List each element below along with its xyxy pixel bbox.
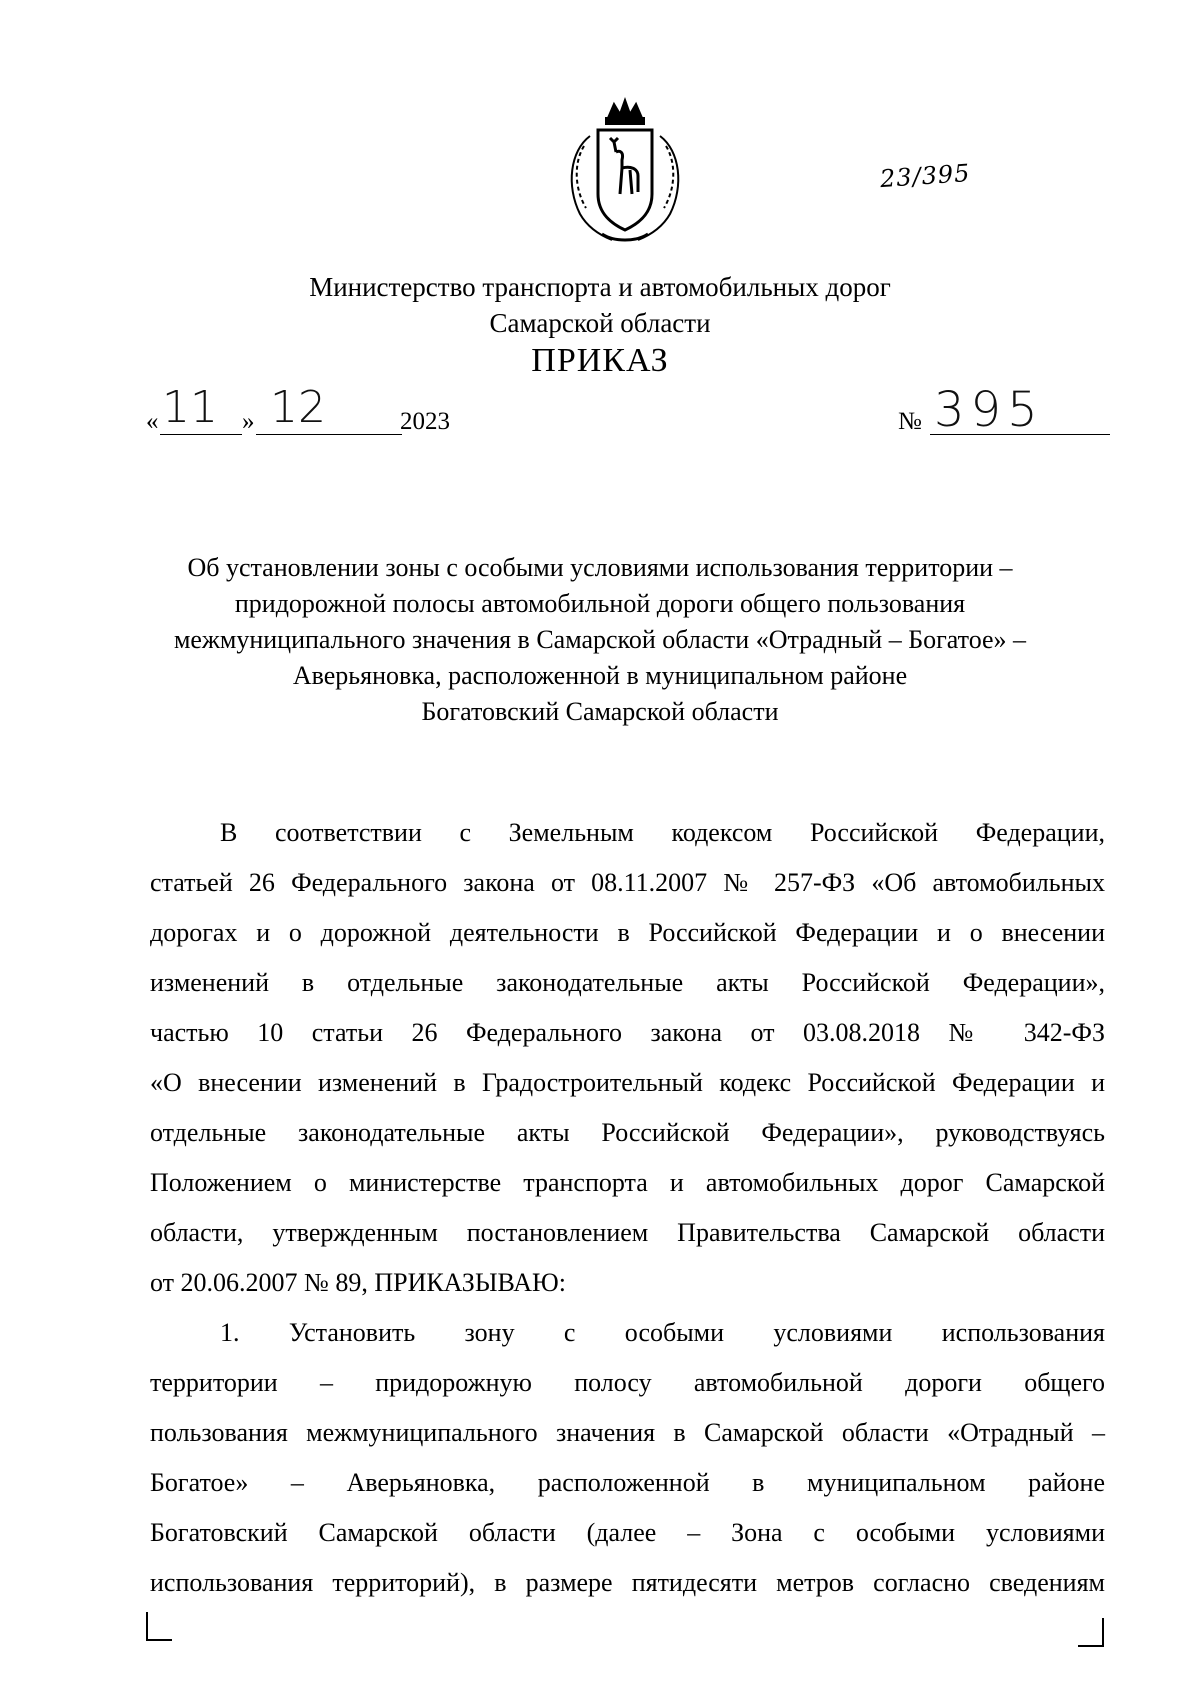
ministry-name-line2: Самарской области (489, 308, 711, 338)
title-line: придорожной полосы автомобильной дороги общего пользования (234, 589, 966, 618)
body-line: дорогах и о дорожной деятельности в Российской Федерации и о внесении (150, 918, 1105, 947)
body-line: области, утвержденным постановлением Правительства Самарской области (150, 1218, 1105, 1247)
order-subject-title (130, 550, 1070, 730)
body-line: изменений в отдельные законодательные акты Российской Федерации», (150, 968, 1105, 997)
date-close-quote: » (242, 408, 255, 435)
page-corner-mark-right (1078, 1618, 1104, 1647)
title-line: межмуниципального значения в Самарской области «Отрадный – Богатое» – (173, 625, 1027, 654)
date-number-line (146, 382, 1106, 440)
date-day: 11 (162, 382, 218, 433)
title-line: Аверьяновка, расположенной в муниципальном районе (292, 661, 908, 690)
document-type-title: ПРИКАЗ (531, 342, 669, 379)
order-number: 395 (934, 382, 1044, 438)
body-line: 1. Установить зону с особыми условиями использования (220, 1318, 1105, 1347)
body-line: от 20.06.2007 № 89, ПРИКАЗЫВАЮ: (150, 1268, 566, 1297)
date-month: 12 (270, 382, 326, 433)
body-line: статьей 26 Федерального закона от 08.11.2007 № 257-ФЗ «Об автомобильных (150, 868, 1105, 897)
body-line: отдельные законодательные акты Российской Федерации», руководствуясь (150, 1118, 1105, 1147)
body-line: территории – придорожную полосу автомобильной дороги общего (150, 1368, 1105, 1397)
ministry-name-line1: Министерство транспорта и автомобильных дорог (309, 272, 891, 302)
title-line: Об установлении зоны с особыми условиями использования территории – (187, 553, 1013, 582)
body-line: «О внесении изменений в Градостроительный кодекс Российской Федерации и (150, 1068, 1105, 1097)
body-line: Положением о министерстве транспорта и автомобильных дорог Самарской (150, 1168, 1105, 1197)
title-line: Богатовский Самарской области (421, 697, 779, 726)
handwritten-registration-note: 23/395 (879, 158, 972, 194)
body-line: частью 10 статьи 26 Федерального закона от 03.08.2018 № 342-ФЗ (150, 1018, 1105, 1047)
samara-coat-of-arms-icon (550, 96, 700, 246)
date-open-quote: « (146, 408, 159, 435)
month-underline (256, 434, 402, 435)
date-year: 2023 (400, 408, 450, 435)
number-underline (930, 434, 1110, 435)
page-corner-mark-left (146, 1612, 172, 1641)
body-line: В соответствии с Земельным кодексом Российской Федерации, (220, 818, 1105, 847)
day-underline (160, 434, 242, 435)
body-line: Богатовский Самарской области (далее – Зона с особыми условиями (150, 1518, 1105, 1547)
body-line: использования территорий), в размере пятидесяти метров согласно сведениям (150, 1568, 1105, 1597)
body-line: пользования межмуниципального значения в Самарской области «Отрадный – (150, 1418, 1105, 1447)
order-number-sign: № (898, 408, 922, 435)
item-1-paragraph (150, 1308, 1105, 1608)
body-line: Богатое» – Аверьяновка, расположенной в муниципальном районе (150, 1468, 1105, 1497)
preamble-paragraph (150, 808, 1105, 1308)
